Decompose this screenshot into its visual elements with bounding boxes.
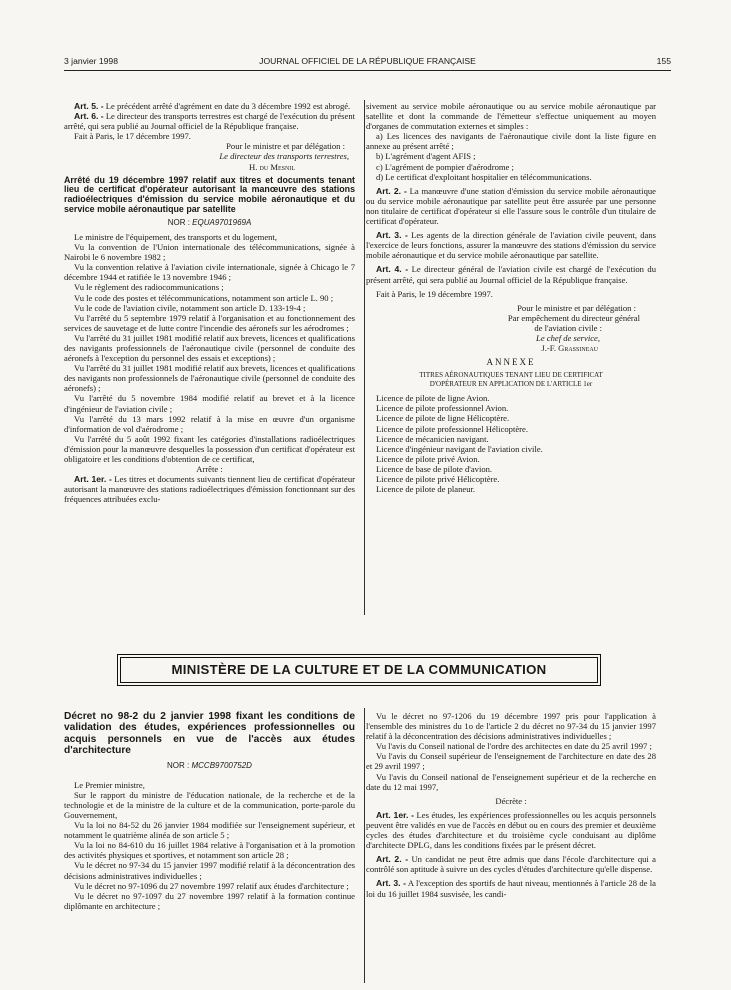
visa-paragraph: Vu l'arrêté du 31 juillet 1981 modifié relatif aux brevets, licences et qualifications des navigants non professionnels de l'aéronautique civile (personnel de conduite des aéronefs) ; bbox=[64, 363, 355, 394]
visa-paragraph: Vu l'arrêté du 5 septembre 1979 relatif à l'organisation et au fonctionnement des services de sauvetage et de lutte contre l'incendie des aéronefs sur les aérodromes ; bbox=[64, 312, 355, 333]
column-divider-bottom bbox=[364, 708, 365, 983]
item-b: b) L'agrément d'agent AFIS ; bbox=[376, 151, 476, 162]
visa-paragraph: Vu l'arrêté du 31 juillet 1981 modifié relatif aux brevets, licences et qualifications des navigants professionnels de l'aéronautique civile (personnel de conduite des aéronefs à l'exception du personnel des essais et exceptions) ; bbox=[64, 332, 355, 364]
annexe-item: Licence de pilote professionnel Avion. bbox=[376, 403, 509, 414]
aviation-line: de l'aviation civile : bbox=[534, 322, 602, 333]
article-2: Art. 2. - Un candidat ne peut être admis que dans l'école d'architecture qui a contrôlé son aptitude à suivre un des cycles d'études d'architecture qu'elle dispense. bbox=[366, 854, 656, 875]
visa-paragraph: Vu le code de l'aviation civile, notamment son article D. 133-19-4 ; bbox=[74, 302, 306, 313]
ministry-title: MINISTÈRE DE LA CULTURE ET DE LA COMMUNICATION bbox=[171, 662, 547, 677]
annexe-item: Licence de pilote professionnel Hélicoptère. bbox=[376, 423, 528, 434]
empechement-line: Par empêchement du directeur général bbox=[507, 312, 640, 323]
decree-title: Décret no 98-2 du 2 janvier 1998 fixant les conditions de validation des études, expériences professionnelles ou acquis personnels en vue de l'accès aux études d'architecture bbox=[64, 711, 355, 757]
annexe-subtitle-1: TITRES AÉRONAUTIQUES TENANT LIEU DE CERTIFICAT bbox=[419, 371, 603, 380]
visas-list bbox=[64, 780, 355, 911]
visa-paragraph: Vu le décret no 97-1206 du 19 décembre 1997 pris pour l'application à l'ensemble des ministres du 1o de l'article 2 du décret no 97-34 du 15 janvier 1997 relatif à la déconcentration des décisions administratives individuelles ; bbox=[366, 711, 656, 742]
signatory-title: Le directeur des transports terrestres, bbox=[219, 151, 349, 162]
decrete-heading: Décrète : bbox=[495, 795, 527, 806]
article-6: Art. 6. - Le directeur des transports terrestres est chargé de l'exécution du présent arrêté, qui sera publié au Journal officiel de la République française. bbox=[64, 111, 356, 132]
visa-paragraph: Vu la convention relative à l'aviation civile internationale, signée à Chicago le 7 décembre 1944 et ratifiée le 13 novembre 1946 ; bbox=[64, 262, 355, 283]
annexe-item: Licence de pilote privé Avion. bbox=[376, 453, 480, 464]
annexe-subtitle-2: D'OPÉRATEUR EN APPLICATION DE L'ARTICLE 1er bbox=[429, 379, 593, 388]
delegation-line: Pour le ministre et par délégation : bbox=[517, 302, 636, 313]
visa-paragraph: Vu le règlement des radiocommunications ; bbox=[74, 282, 224, 293]
signature-date: Fait à Paris, le 19 décembre 1997. bbox=[376, 288, 493, 299]
visa-paragraph: Vu l'avis du Conseil national de l'enseignement supérieur et de la recherche en date du 12 mai 1997, bbox=[366, 771, 656, 792]
right-column-bottom bbox=[366, 711, 656, 899]
annexe-item: Licence d'ingénieur navigant de l'aviation civile. bbox=[376, 443, 543, 454]
arrete-heading: Arrête : bbox=[196, 464, 223, 475]
visa-paragraph: Vu le décret no 97-1096 du 27 novembre 1997 relatif aux études d'architecture ; bbox=[74, 880, 349, 891]
header-rule bbox=[64, 70, 671, 71]
item-c: c) L'agrément de pompier d'aérodrome ; bbox=[376, 161, 514, 172]
visa-paragraph: Le Premier ministre, bbox=[74, 779, 145, 790]
article-5: Art. 5. - Le précédent arrêté d'agrément en date du 3 décembre 1992 est abrogé. bbox=[74, 101, 351, 111]
left-column-top bbox=[64, 101, 355, 504]
signatory-name: H. du Mesnil bbox=[249, 161, 295, 172]
item-a: a) Les licences des navigants de l'aéronautique civile dont la liste figure en annexe au présent arrêté ; bbox=[366, 131, 656, 152]
nor-reference: NOR : MCCB9700752D bbox=[167, 760, 252, 770]
column-divider-top bbox=[364, 100, 365, 615]
visa-paragraph: Vu le décret no 97-1097 du 27 novembre 1997 relatif à la formation continue diplômante en architecture ; bbox=[64, 890, 355, 911]
annexe-list bbox=[366, 393, 656, 494]
annexe-item: Licence de base de pilote d'avion. bbox=[376, 463, 493, 474]
header-date: 3 janvier 1998 bbox=[64, 56, 118, 66]
article-2: Art. 2. - La manœuvre d'une station d'émission du service mobile aéronautique ou du service mobile aéronautique par satellite peut être assurée par une personne non titulaire de certificat d'opérateur si elle l'assure sous le contrôle d'un titulaire de certificat d'opérateur. bbox=[366, 185, 656, 227]
article-4: Art. 4. - Le directeur général de l'aviation civile est chargé de l'exécution du présent arrêté, qui sera publié au Journal officiel de la République française. bbox=[366, 264, 656, 285]
article-3: Art. 3. - A l'exception des sportifs de haut niveau, mentionnés à l'article 28 de la loi du 16 juillet 1984 susvisée, les candi- bbox=[366, 878, 656, 899]
annexe-item: Licence de pilote privé Hélicoptère. bbox=[376, 474, 500, 484]
annexe-heading: ANNEXE bbox=[486, 357, 536, 368]
annexe-item: Licence de pilote de ligne Hélicoptère. bbox=[376, 413, 510, 424]
left-column-bottom bbox=[64, 711, 355, 911]
visa-paragraph: Vu le code des postes et télécommunications, notamment son article L. 90 ; bbox=[74, 292, 334, 303]
visa-paragraph: Le ministre de l'équipement, des transports et du logement, bbox=[74, 231, 277, 242]
ministry-banner bbox=[120, 657, 598, 683]
visa-paragraph: Vu l'avis du Conseil supérieur de l'enseignement de l'architecture en date des 28 et 29 avril 1997 ; bbox=[366, 751, 656, 772]
annexe-item: Licence de pilote de ligne Avion. bbox=[376, 393, 490, 404]
signatory-name: J.-F. Grassineau bbox=[541, 343, 598, 354]
article-1-continuation: sivement au service mobile aéronautique ou au service mobile aéronautique par satellite et dont la commande de l'émetteur s'effectue uniquement au moyen d'organes de commutation externes et simples : bbox=[366, 101, 656, 132]
visa-paragraph: Vu la loi no 84-610 du 16 juillet 1984 relative à l'organisation et à la promotion des activités physiques et sportives, et notamment son article 28 ; bbox=[64, 840, 355, 861]
visa-paragraph: Sur le rapport du ministre de l'éducation nationale, de la recherche et de la technologie et de la ministre de la culture et de la communication, porte-parole du Gouvernement, bbox=[64, 789, 355, 820]
visa-paragraph: Vu la convention de l'Union internationale des télécommunications, signée à Nairobi le 6 novembre 1982 ; bbox=[64, 242, 355, 263]
article-3: Art. 3. - Les agents de la direction générale de l'aviation civile peuvent, dans l'exercice de leurs fonctions, assurer la manœuvre des stations d'émission du service mobile aéronautique et du service mobile aéronautique par satellite. bbox=[366, 230, 656, 261]
journal-title: JOURNAL OFFICIEL DE LA RÉPUBLIQUE FRANÇAISE bbox=[259, 56, 476, 66]
article-1: Art. 1er. - Les études, les expériences professionnelles ou les acquis personnels peuvent être validés en vue de l'accès en début ou en cours des premier et deuxième cycles des études d'architecture et du troisième cycle conduisant au diplôme d'architecte DPLG, dans les conditions fixées par le présent décret. bbox=[366, 809, 656, 851]
delegation-line: Pour le ministre et par délégation : bbox=[226, 141, 345, 152]
page-number: 155 bbox=[656, 56, 671, 66]
visa-paragraph: Vu l'arrêté du 5 août 1992 fixant les catégories d'installations radioélectriques d'émission pour la manœuvre desquelles la possession d'un certificat d'opérateur est obligatoire et les conditions d'obtention de ce certificat, bbox=[64, 433, 355, 464]
visa-paragraph: Vu le décret no 97-34 du 15 janvier 1997 modifié relatif à la déconcentration des décisions administratives individuelles ; bbox=[64, 860, 355, 881]
visa-paragraph: Vu l'avis du Conseil national de l'ordre des architectes en date du 25 avril 1997 ; bbox=[376, 741, 652, 752]
annexe-item: Licence de pilote de planeur. bbox=[376, 484, 476, 495]
visas-list bbox=[366, 711, 656, 792]
item-d: d) Le certificat d'exploitant hospitalier en télécommunications. bbox=[376, 171, 592, 182]
visa-paragraph: Vu l'arrêté du 5 novembre 1984 modifié relatif au brevet et à la licence d'ingénieur de l'aviation civile ; bbox=[64, 393, 355, 414]
signature-date: Fait à Paris, le 17 décembre 1997. bbox=[74, 131, 191, 142]
annexe-item: Licence de mécanicien navigant. bbox=[376, 433, 489, 444]
visas-list bbox=[64, 232, 355, 464]
decree-title: Arrêté du 19 décembre 1997 relatif aux titres et documents tenant lieu de certificat d'opérateur autorisant la manœuvre des stations radioélectriques d'émission du service mobile aéronautique et du service mobile aéronautique par satellite bbox=[64, 174, 355, 215]
nor-reference: NOR : EQUA9701969A bbox=[167, 217, 252, 227]
right-column-top bbox=[366, 101, 656, 494]
article-1: Art. 1er. - Les titres et documents suivants tiennent lieu de certificat d'opérateur autorisant la manœuvre des stations radioélectriques d'émission fonctionnant sur des fréquences attribuées exclu- bbox=[64, 474, 355, 505]
visa-paragraph: Vu l'arrêté du 13 mars 1992 relatif à la mise en œuvre d'un organisme d'information de vol d'aérodrome ; bbox=[64, 413, 355, 434]
signatory-title: Le chef de service, bbox=[536, 332, 600, 343]
visa-paragraph: Vu la loi no 84-52 du 26 janvier 1984 modifiée sur l'enseignement supérieur, et notamment le quatrième alinéa de son article 5 ; bbox=[64, 820, 355, 841]
